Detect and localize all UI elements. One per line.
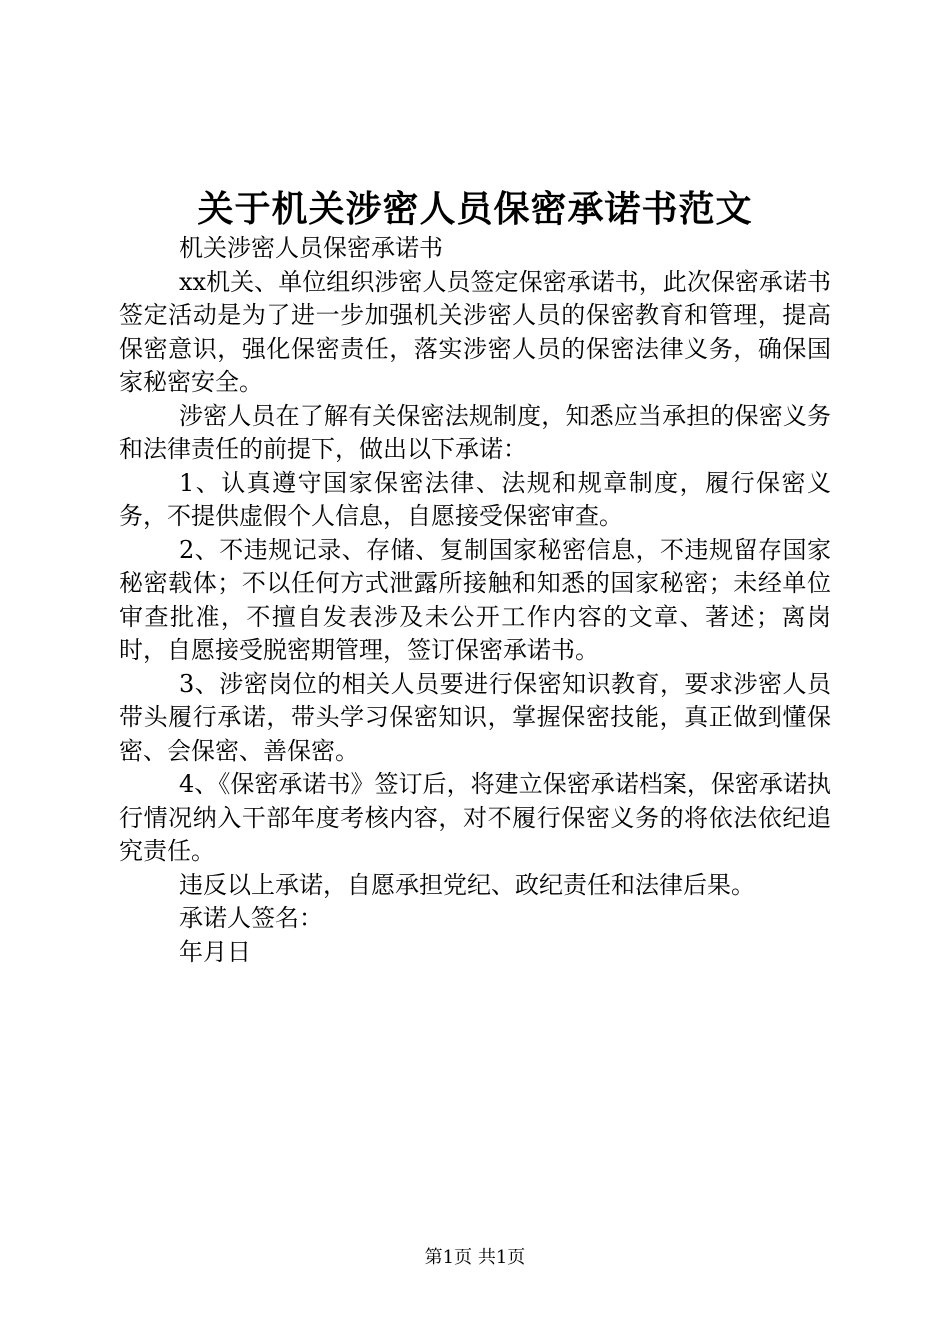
date-label: 年月日: [179, 937, 251, 966]
page-footer: 第1页 共1页: [424, 1247, 526, 1268]
paragraph-premise: 涉密人员在了解有关保密法规制度，知悉应当承担的保密义务和法律责任的前提下，做出以下承诺：: [119, 401, 831, 463]
paragraph-item-3: 3、涉密岗位的相关人员要进行保密知识教育，要求涉密人员带头履行承诺，带头学习保密知识，掌握保密技能，真正做到懂保密、会保密、善保密。: [119, 669, 831, 765]
paragraph-item-2: 2、不违规记录、存储、复制国家秘密信息，不违规留存国家秘密载体；不以任何方式泄露所接触和知悉的国家秘密；未经单位审查批准，不擅自发表涉及未公开工作内容的文章、著述；离岗时，自愿接受脱密期管理，签订保密承诺书。: [119, 535, 831, 664]
document-body: [119, 232, 831, 969]
document-title: 关于机关涉密人员保密承诺书范文: [197, 188, 753, 230]
paragraph-subtitle: 机关涉密人员保密承诺书: [179, 234, 443, 262]
paragraph-intro: xx机关、单位组织涉密人员签定保密承诺书，此次保密承诺书签定活动是为了进一步加强机关涉密人员的保密教育和管理，提高保密意识，强化保密责任，落实涉密人员的保密法律义务，确保国家秘密安全。: [119, 267, 831, 396]
signature-label: 承诺人签名：: [179, 904, 323, 932]
paragraph-item-1: 1、认真遵守国家保密法律、法规和规章制度，履行保密义务，不提供虚假个人信息，自愿接受保密审查。: [119, 468, 831, 530]
paragraph-consequence: 违反以上承诺，自愿承担党纪、政纪责任和法律后果。: [179, 870, 755, 899]
paragraph-item-4: 4、《保密承诺书》签订后，将建立保密承诺档案，保密承诺执行情况纳入干部年度考核内容，对不履行保密义务的将依法依纪追究责任。: [119, 770, 831, 865]
